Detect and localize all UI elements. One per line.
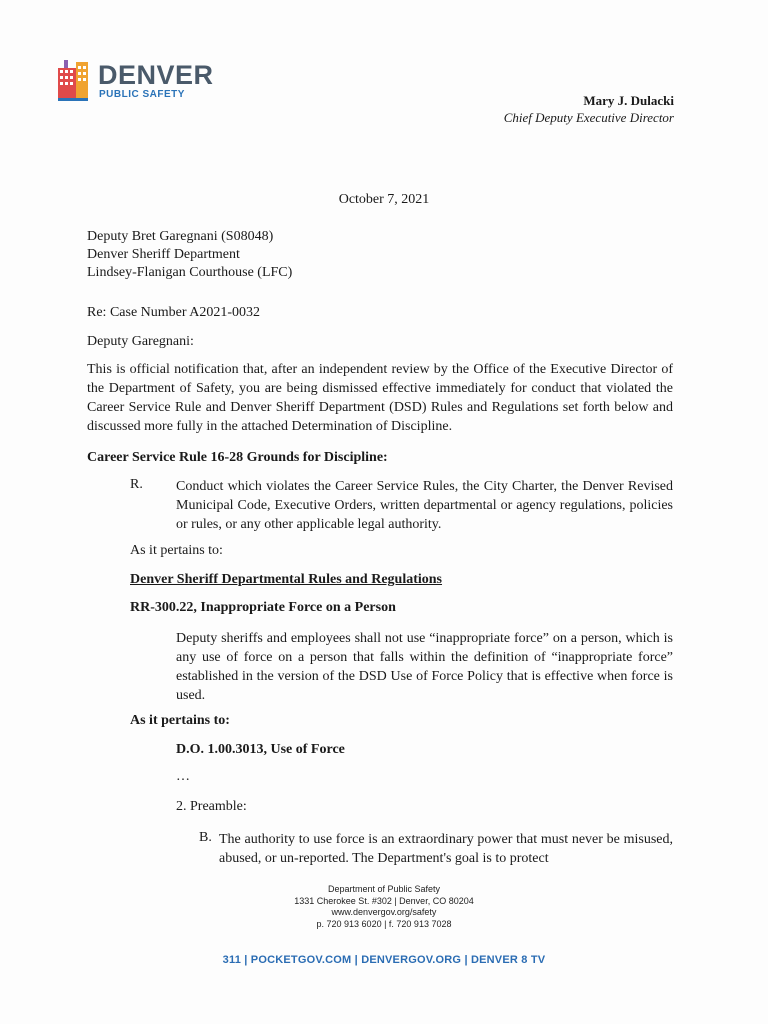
item-b-letter: B.	[199, 830, 212, 845]
recipient-line: Denver Sheriff Department	[87, 247, 240, 262]
rule-r-text: Conduct which violates the Career Service Rules, the City Charter, the Denver Revised Municipal Code, Executive Orders, written departmental or agency regulations, policies or rules, or any other applicable legal authority.	[176, 479, 673, 532]
preamble-label: 2. Preamble:	[176, 799, 247, 814]
denver-public-safety-logo	[56, 58, 256, 108]
csr-heading: Career Service Rule 16-28 Grounds for Discipline:	[87, 450, 388, 465]
ellipsis: …	[176, 769, 190, 784]
intro-paragraph: This is official notification that, after an independent review by the Office of the Executive Director of the Department of Safety, you are being dismissed effective immediately for conduct that violated the Career Service Rule and Denver Sheriff Department (DSD) Rules and Regulations set forth below and discussed more fully in the attached Determination of Discipline.	[87, 362, 673, 434]
pertains-to-label: As it pertains to:	[130, 543, 223, 558]
footer-line: p. 720 913 6020 | f. 720 913 7028	[316, 918, 452, 929]
sender-name: Mary J. Dulacki	[583, 93, 674, 108]
rr-text: Deputy sheriffs and employees shall not use “inappropriate force” on a person, which is any use of force on a person that falls within the definition of “inappropriate force” established in the version of the DSD Use of Force Policy that is effective when force is used.	[176, 631, 673, 703]
recipient-address	[87, 228, 292, 282]
recipient-line: Deputy Bret Garegnani (S08048)	[87, 229, 274, 244]
item-b-text: The authority to use force is an extraordinary power that must never be misused, abused, or un-reported. The Department's goal is to protect	[219, 832, 673, 866]
footer-line: www.denvergov.org/safety	[331, 907, 437, 917]
do-heading: D.O. 1.00.3013, Use of Force	[176, 742, 345, 757]
rule-r-letter: R.	[130, 477, 143, 492]
rr-heading: RR-300.22, Inappropriate Force on a Person	[130, 600, 396, 615]
logo-wordmark: DENVER	[98, 60, 214, 90]
denver-logo-emblem-icon	[56, 58, 96, 106]
logo-subtitle: PUBLIC SAFETY	[99, 89, 185, 100]
sender-block	[504, 92, 674, 126]
dsd-rules-heading: Denver Sheriff Departmental Rules and Regulations	[130, 572, 443, 587]
footer-line: Department of Public Safety	[327, 884, 441, 894]
letter-date: October 7, 2021	[338, 192, 430, 207]
sender-title: Chief Deputy Executive Director	[503, 110, 674, 125]
bottom-links-bar: 311 | POCKETGOV.COM | DENVERGOV.ORG | DENVER 8 TV	[222, 954, 546, 966]
footer-address	[0, 884, 768, 930]
recipient-line: Lindsey-Flanigan Courthouse (LFC)	[87, 265, 293, 280]
salutation: Deputy Garegnani:	[87, 334, 194, 349]
pertains-to-label-bold: As it pertains to:	[130, 713, 230, 728]
footer-line: 1331 Cherokee St. #302 | Denver, CO 80204	[294, 895, 474, 906]
re-line: Re: Case Number A2021-0032	[87, 305, 261, 320]
